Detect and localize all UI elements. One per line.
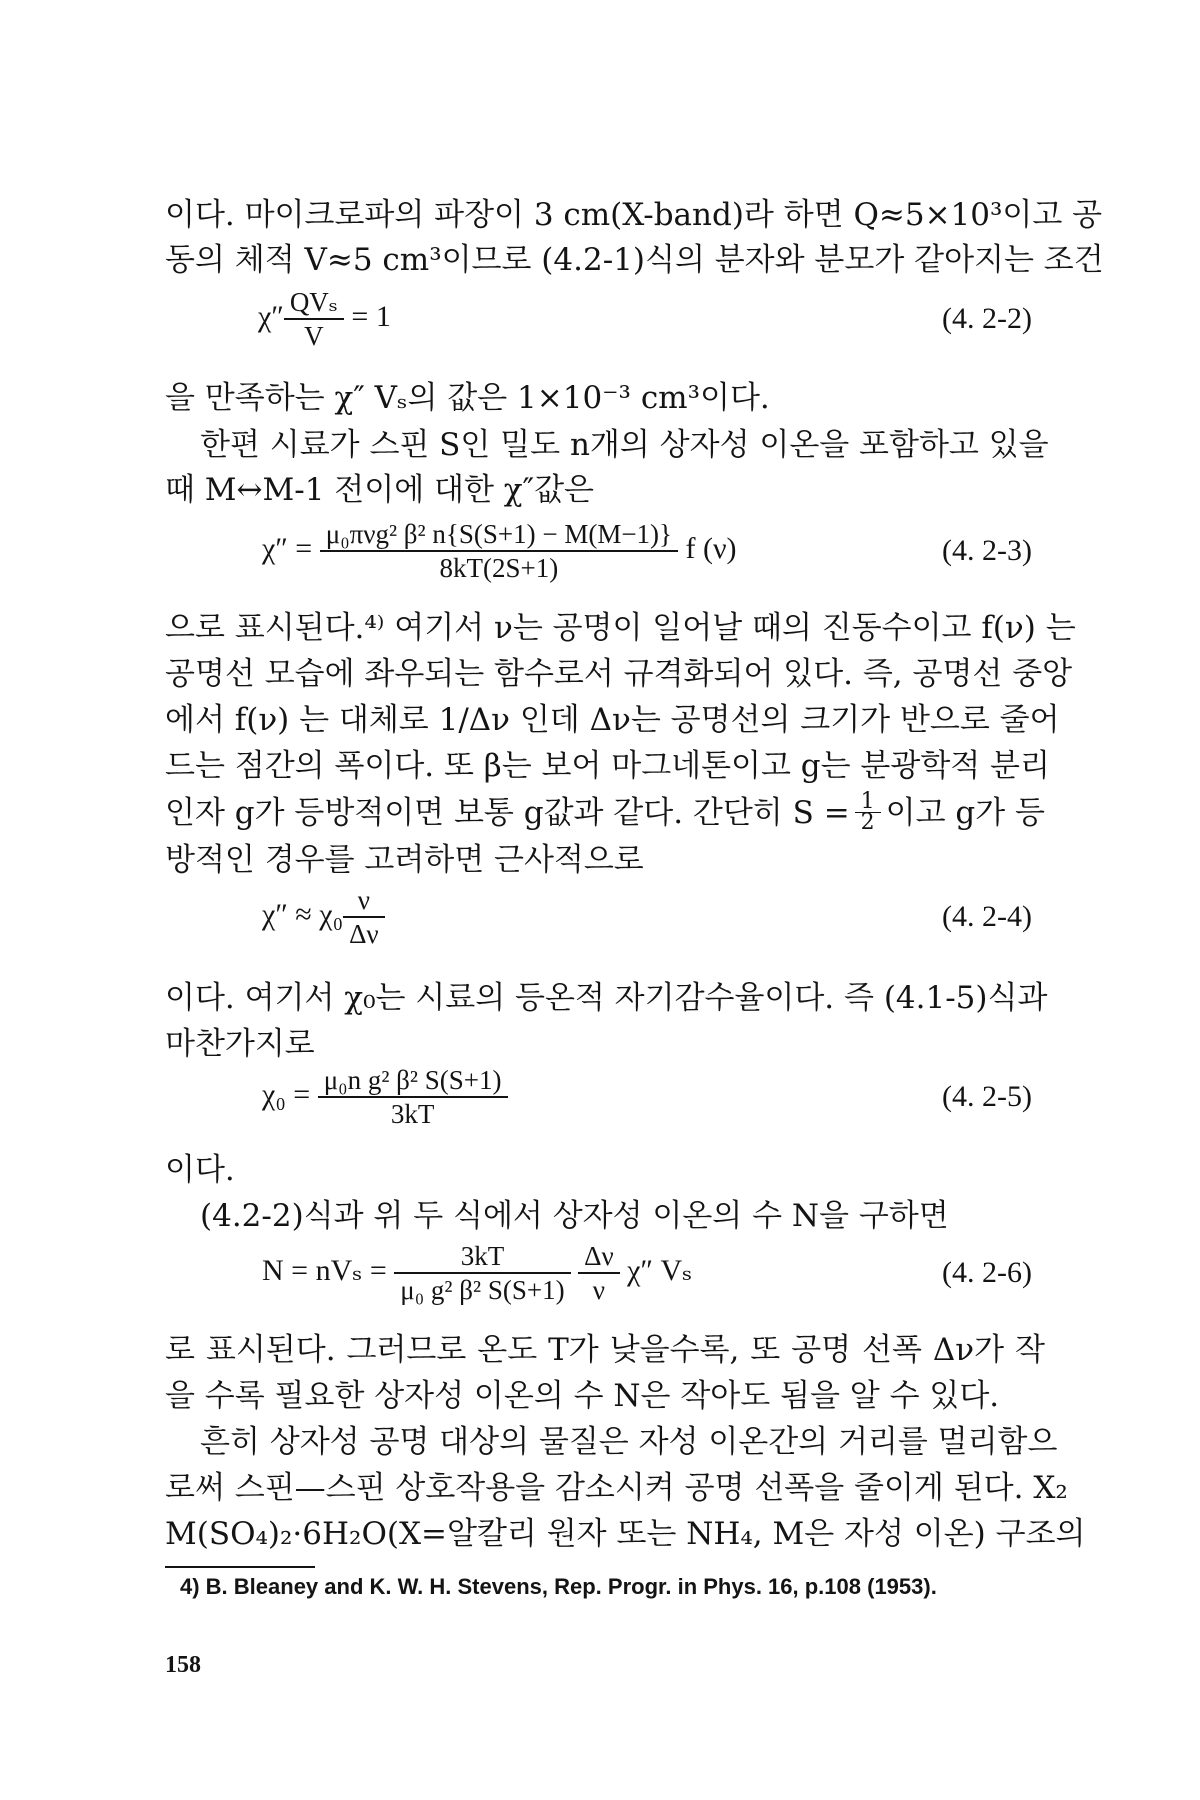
- body-line: 마찬가지로: [165, 1026, 315, 1062]
- fraction: [578, 1240, 620, 1306]
- fraction-numerator: 1: [855, 792, 881, 813]
- fraction-denominator: ν: [592, 1275, 605, 1305]
- body-line: 을 만족하는 χ″ Vₛ의 값은 1×10⁻³ cm³이다.: [165, 380, 770, 416]
- body-line: 이다.: [165, 1152, 235, 1188]
- body-line: 을 수록 필요한 상자성 이온의 수 N은 작아도 됨을 알 수 있다.: [165, 1378, 1000, 1414]
- equation-lhs: χ″ =: [262, 531, 313, 565]
- fraction-denominator: 8kT(2S+1): [439, 553, 559, 583]
- fraction: [284, 286, 344, 352]
- body-line: (4.2-2)식과 위 두 식에서 상자성 이온의 수 N을 구하면: [200, 1198, 949, 1234]
- fraction-denominator: μ₀ g² β² S(S+1): [400, 1275, 565, 1305]
- footnote-rule: [165, 1566, 315, 1568]
- equation-4-2-6: [262, 1240, 692, 1306]
- equation-lhs: χ₀ =: [262, 1077, 311, 1111]
- body-line: 한편 시료가 스핀 S인 밀도 n개의 상자성 이온을 포함하고 있을: [200, 427, 1049, 463]
- equation-number: (4. 2-6): [942, 1256, 1032, 1289]
- fraction: [343, 884, 385, 950]
- fraction-numerator: 3kT: [394, 1240, 570, 1274]
- equation-number: (4. 2-3): [942, 534, 1032, 567]
- fraction-one-half: [855, 789, 881, 835]
- equation-rhs: χ″ Vₛ: [627, 1253, 693, 1287]
- fraction-denominator: 2: [860, 810, 875, 835]
- body-line-part: 인자 g가 등방적이면 보통 g값과 같다. 간단히 S =: [165, 794, 850, 831]
- fraction-denominator: Δν: [349, 919, 379, 949]
- body-line: 방적인 경우를 고려하면 근사적으로: [165, 842, 644, 878]
- body-line: 이다. 여기서 χ₀는 시료의 등온적 자기감수율이다. 즉 (4.1-5)식과: [165, 980, 1048, 1016]
- body-line: 동의 체적 V≈5 cm³이므로 (4.2-1)식의 분자와 분모가 같아지는 조건: [165, 242, 1104, 278]
- fraction-denominator: 3kT: [390, 1099, 435, 1129]
- equation-rhs: f (ν): [685, 531, 737, 565]
- body-line: 드는 점간의 폭이다. 또 β는 보어 마그네톤이고 g는 분광학적 분리: [165, 748, 1050, 784]
- equation-lhs: χ″ ≈ χ₀: [262, 897, 344, 931]
- equation-rhs: = 1: [351, 299, 391, 333]
- page-number: 158: [165, 1652, 201, 1678]
- body-line: 로 표시된다. 그러므로 온도 T가 낮을수록, 또 공명 선폭 Δν가 작: [165, 1332, 1045, 1368]
- body-line: 에서 f(ν) 는 대체로 1/Δν 인데 Δν는 공명선의 크기가 반으로 줄어: [165, 702, 1060, 738]
- fraction: [320, 518, 678, 584]
- body-line: 로써 스핀—스핀 상호작용을 감소시켜 공명 선폭을 줄이게 된다. X₂: [165, 1470, 1068, 1506]
- body-line: 흔히 상자성 공명 대상의 물질은 자성 이온간의 거리를 멀리함으: [200, 1424, 1058, 1460]
- body-line: 으로 표시된다.⁴⁾ 여기서 ν는 공명이 일어날 때의 진동수이고 f(ν) 는: [165, 610, 1076, 646]
- fraction: [394, 1240, 570, 1306]
- equation-number: (4. 2-4): [942, 900, 1032, 933]
- fraction-numerator: Δν: [578, 1240, 620, 1274]
- fraction-numerator: μ₀n g² β² S(S+1): [318, 1064, 508, 1098]
- fraction-numerator: QVₛ: [284, 286, 344, 320]
- equation-4-2-4: [262, 884, 385, 950]
- equation-lhs: χ″: [258, 299, 284, 333]
- equation-4-2-5: [262, 1064, 508, 1130]
- equation-lhs: N = nVₛ =: [262, 1253, 387, 1287]
- fraction-denominator: V: [304, 321, 324, 351]
- fraction-numerator: μ₀πνg² β² n{S(S+1) − M(M−1)}: [320, 518, 678, 552]
- body-line: [165, 789, 1045, 835]
- body-line: 공명선 모습에 좌우되는 함수로서 규격화되어 있다. 즉, 공명선 중앙: [165, 656, 1073, 692]
- equation-number: (4. 2-2): [942, 302, 1032, 335]
- equation-4-2-2: [258, 286, 391, 352]
- footnote: 4) B. Bleaney and K. W. H. Stevens, Rep. Progr. in Phys. 16, p.108 (1953).: [180, 1574, 937, 1599]
- fraction: [318, 1064, 508, 1130]
- body-line: M(SO₄)₂·6H₂O(X=알칼리 원자 또는 NH₄, M은 자성 이온) 구조의: [165, 1516, 1086, 1552]
- body-line: 이다. 마이크로파의 파장이 3 cm(X-band)라 하면 Q≈5×10³이고 공: [165, 197, 1103, 233]
- body-line-part: 이고 g가 등: [885, 794, 1045, 831]
- equation-number: (4. 2-5): [942, 1080, 1032, 1113]
- fraction-numerator: ν: [343, 884, 385, 918]
- body-line: 때 M↔M-1 전이에 대한 χ″값은: [165, 472, 595, 508]
- equation-4-2-3: [262, 518, 737, 584]
